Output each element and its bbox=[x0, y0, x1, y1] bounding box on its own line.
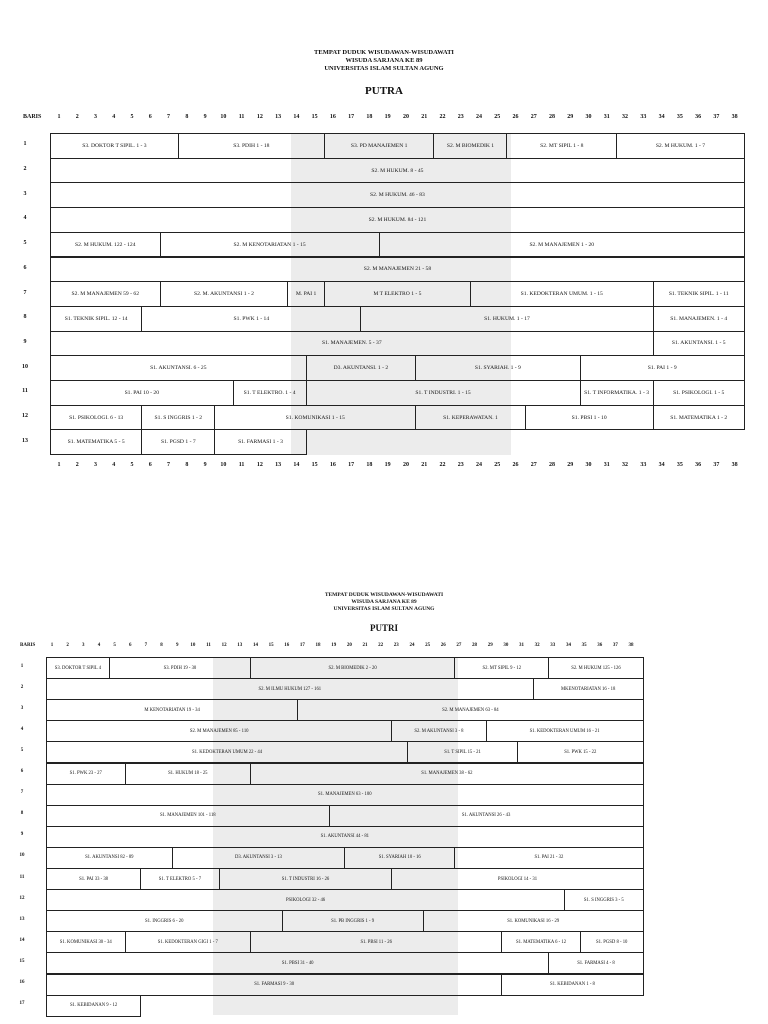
column-number: 18 bbox=[366, 462, 373, 468]
column-number: 25 bbox=[494, 114, 501, 120]
seat-block: S2. M MANAJEMEN 63 - 84 bbox=[298, 700, 643, 721]
seat-block: S1. KEDOKTERAN UMUM 22 - 44 bbox=[47, 742, 408, 763]
seat-block: S1. PBSI 1 - 10 bbox=[526, 406, 654, 431]
seat-block: S1. KOMUNIKASI 16 - 29 bbox=[424, 911, 644, 932]
column-number: 4 bbox=[97, 643, 101, 648]
seat-block: S1. PSIKOLOGI. 6 - 13 bbox=[51, 406, 142, 431]
column-number: 36 bbox=[695, 462, 702, 468]
row-number: 13 bbox=[19, 916, 25, 922]
seat-block: PSIKOLOGI 32 - 46 bbox=[47, 890, 565, 911]
seat-block: S1. PAI 1 - 9 bbox=[581, 356, 745, 381]
row-number: 2 bbox=[20, 684, 24, 690]
seat-block: S1. KOMUNIKASI 1 - 15 bbox=[215, 406, 416, 431]
column-number: 15 bbox=[268, 643, 274, 648]
seat-block: D3. AKUNTANSI 3 - 13 bbox=[173, 848, 346, 869]
section-title-putri: PUTRI bbox=[369, 623, 398, 633]
column-number: 11 bbox=[238, 462, 245, 468]
column-number: 1 bbox=[57, 462, 61, 468]
seating-row bbox=[50, 306, 745, 332]
seat-block: S2. M AKUNTANSI 3 - 8 bbox=[392, 721, 486, 742]
seating-row bbox=[46, 699, 644, 721]
seat-block: S1. AKUNTANSI. 6 - 25 bbox=[51, 356, 307, 381]
column-number: 31 bbox=[603, 462, 610, 468]
section-title-putra: PUTRA bbox=[365, 85, 403, 97]
column-number: 19 bbox=[331, 643, 337, 648]
row-number: 10 bbox=[19, 853, 25, 859]
row-number: 17 bbox=[19, 1001, 25, 1007]
row-number: 7 bbox=[23, 289, 27, 296]
seating-row bbox=[46, 868, 644, 890]
row-number: 6 bbox=[20, 769, 24, 775]
column-number: 31 bbox=[603, 114, 610, 120]
seat-block: MKENOTARIATAN 16 - 18 bbox=[534, 679, 644, 700]
column-number: 10 bbox=[190, 643, 196, 648]
column-number: 24 bbox=[475, 462, 482, 468]
seat-block: M T ELEKTRO 1 - 5 bbox=[325, 282, 471, 307]
seating-row bbox=[50, 158, 745, 184]
seat-block: S1. MANAJEMEN 101 - 118 bbox=[47, 806, 330, 827]
seat-block: S1. FARMASI 4 - 8 bbox=[549, 953, 643, 974]
row-number: 8 bbox=[20, 811, 24, 817]
row-number: 11 bbox=[22, 388, 28, 395]
seat-block: S1. PB INGGRIS 1 - 9 bbox=[283, 911, 424, 932]
seating-row bbox=[50, 281, 745, 307]
seat-block: D3. AKUNTANSI. 1 - 2 bbox=[307, 356, 417, 381]
column-number: 28 bbox=[549, 114, 556, 120]
column-number: 21 bbox=[421, 114, 428, 120]
header-line-3: UNIVERSITAS ISLAM SULTAN AGUNG bbox=[333, 606, 435, 612]
column-number: 19 bbox=[384, 462, 391, 468]
column-number: 20 bbox=[346, 643, 352, 648]
column-number: 38 bbox=[628, 643, 634, 648]
column-number: 15 bbox=[311, 114, 318, 120]
column-number: 3 bbox=[94, 114, 98, 120]
seat-block: S1. PWK 23 - 27 bbox=[47, 764, 126, 785]
seat-block: S1. T INFORMATIKA. 1 - 3 bbox=[581, 381, 654, 406]
seat-block: S2. M HUKUM. 8 - 45 bbox=[51, 159, 745, 184]
seating-row bbox=[50, 182, 745, 208]
seating-row bbox=[46, 826, 644, 848]
seating-row bbox=[46, 931, 644, 953]
seat-block: S1. PGSD 8 - 10 bbox=[581, 932, 644, 953]
column-number: 5 bbox=[130, 462, 134, 468]
seat-block: S2. M KENOTARIATAN 1 - 15 bbox=[161, 233, 380, 258]
column-number: 30 bbox=[585, 462, 592, 468]
column-number: 3 bbox=[94, 462, 98, 468]
column-number: 17 bbox=[348, 114, 355, 120]
row-number: 15 bbox=[19, 958, 25, 964]
column-number: 35 bbox=[676, 462, 683, 468]
column-number: 27 bbox=[456, 643, 462, 648]
seat-block: S1. PAI 10 - 20 bbox=[51, 381, 234, 406]
seat-block: S1. KEDOKTERAN GIGI 1 - 7 bbox=[126, 932, 252, 953]
seat-block: PSIKOLOGI 14 - 31 bbox=[392, 869, 643, 890]
seat-block: S2. MT SIPIL 1 - 8 bbox=[508, 134, 618, 159]
column-number: 3 bbox=[82, 643, 85, 648]
seat-block: S1. FARMASI 9 - 30 bbox=[47, 975, 502, 996]
seat-block: S1. KOMUNIKASI 30 - 34 bbox=[47, 932, 126, 953]
seat-block: S2. M HUKUM. 1 - 7 bbox=[617, 134, 745, 159]
row-number: 9 bbox=[23, 338, 27, 345]
seat-block: S1. MANAJEMEN 38 - 62 bbox=[251, 764, 644, 785]
seating-row bbox=[50, 207, 745, 233]
column-number: 4 bbox=[112, 114, 116, 120]
seat-block: S1. MATEMATIKA 5 - 5 bbox=[51, 430, 142, 455]
row-number: 1 bbox=[23, 141, 27, 148]
seat-block: S1. AKUNTANSI 26 - 43 bbox=[330, 806, 644, 827]
column-number: 11 bbox=[206, 643, 211, 648]
seating-row bbox=[50, 405, 745, 431]
column-number: 28 bbox=[549, 462, 556, 468]
column-number: 19 bbox=[384, 114, 391, 120]
seat-block: S1. SYARIAH. 1 - 9 bbox=[416, 356, 580, 381]
column-number: 8 bbox=[185, 114, 189, 120]
seat-block: S1. PWK 1 - 14 bbox=[142, 307, 361, 332]
seat-block: S2. M HUKUM 125 - 126 bbox=[549, 658, 643, 679]
column-number: 10 bbox=[220, 114, 227, 120]
seat-block: M. PAI 1 bbox=[288, 282, 325, 307]
column-number: 17 bbox=[299, 643, 305, 648]
seat-block: S2. MT SIPIL 9 - 12 bbox=[455, 658, 549, 679]
seat-block: S1. HUKUM 18 - 25 bbox=[126, 764, 252, 785]
column-number: 27 bbox=[530, 462, 537, 468]
column-number: 36 bbox=[597, 643, 603, 648]
column-number: 32 bbox=[534, 643, 540, 648]
column-number: 37 bbox=[713, 114, 720, 120]
baris-label: BARIS bbox=[20, 643, 36, 648]
column-number: 10 bbox=[220, 462, 227, 468]
row-number: 5 bbox=[20, 747, 24, 753]
column-number: 25 bbox=[425, 643, 431, 648]
seat-block: S1. PGSD 1 - 7 bbox=[142, 430, 215, 455]
row-number: 12 bbox=[22, 413, 28, 420]
column-number: 18 bbox=[366, 114, 373, 120]
column-number: 38 bbox=[731, 114, 738, 120]
seating-row bbox=[50, 133, 745, 159]
column-number: 25 bbox=[494, 462, 501, 468]
column-number: 30 bbox=[503, 643, 509, 648]
seat-block: S3. DOKTOR T SIPIL. 1 - 3 bbox=[51, 134, 179, 159]
column-number: 18 bbox=[315, 643, 321, 648]
header-line-2: WISUDA SARJANA KE 89 bbox=[351, 599, 417, 605]
column-number: 1 bbox=[50, 643, 54, 648]
seating-row bbox=[46, 720, 644, 742]
seat-block: S2. M MANAJEMEN 1 - 20 bbox=[380, 233, 745, 258]
column-number: 8 bbox=[185, 462, 189, 468]
seat-block: S1. KEBIDANAN 1 - 8 bbox=[502, 975, 643, 996]
column-number: 8 bbox=[160, 643, 163, 648]
seat-block: S1. S INGGRIS 3 - 5 bbox=[565, 890, 644, 911]
seating-row bbox=[50, 380, 745, 406]
column-number: 2 bbox=[75, 462, 79, 468]
seat-block: S1. KEBIDANAN 9 - 12 bbox=[47, 996, 141, 1017]
seating-row bbox=[46, 952, 644, 974]
row-number: 3 bbox=[23, 190, 27, 197]
seating-row bbox=[46, 805, 644, 827]
row-number: 8 bbox=[23, 314, 27, 321]
seat-block: S1. TEKNIK SIPIL. 1 - 11 bbox=[654, 282, 745, 307]
seating-row bbox=[46, 889, 644, 911]
seat-block: S1. HUKUM. 1 - 17 bbox=[361, 307, 653, 332]
column-number: 14 bbox=[293, 462, 300, 468]
seat-block: S1. PWK 15 - 22 bbox=[518, 742, 644, 763]
seat-block: S1. MANAJEMEN. 1 - 4 bbox=[654, 307, 745, 332]
column-number: 11 bbox=[238, 114, 245, 120]
seating-row bbox=[46, 784, 644, 806]
column-number: 9 bbox=[203, 114, 207, 120]
seat-block: S1. PBSI 31 - 40 bbox=[47, 953, 549, 974]
seating-row bbox=[46, 741, 644, 763]
seat-block: S2. M ILMU HUKUM 127 - 161 bbox=[47, 679, 534, 700]
column-number: 24 bbox=[475, 114, 482, 120]
seating-row bbox=[50, 331, 745, 357]
column-number: 34 bbox=[565, 643, 571, 648]
column-number: 9 bbox=[175, 643, 179, 648]
column-number: 33 bbox=[550, 643, 556, 648]
seat-block: S1. T INDUSTRI. 1 - 15 bbox=[307, 381, 581, 406]
column-number: 36 bbox=[695, 114, 702, 120]
column-number: 4 bbox=[112, 462, 116, 468]
seating-row bbox=[46, 995, 141, 1017]
column-number: 29 bbox=[487, 643, 493, 648]
row-number: 13 bbox=[22, 437, 28, 444]
seating-row bbox=[46, 763, 644, 785]
seating-row bbox=[50, 232, 745, 258]
column-number: 29 bbox=[567, 462, 574, 468]
seat-block: S3. PD MANAJEMEN 1 bbox=[325, 134, 435, 159]
column-number: 21 bbox=[421, 462, 428, 468]
seating-row bbox=[46, 678, 644, 700]
column-number: 33 bbox=[640, 114, 647, 120]
seat-block: S3. PDIH 19 - 30 bbox=[110, 658, 251, 679]
row-number: 6 bbox=[23, 264, 27, 271]
column-number: 37 bbox=[713, 462, 720, 468]
seat-block: S1. KEPERAWATAN. 1 bbox=[416, 406, 526, 431]
seat-block: S2. M BIOMEDIK 1 bbox=[434, 134, 507, 159]
column-number: 2 bbox=[75, 114, 79, 120]
column-number: 7 bbox=[167, 462, 171, 468]
column-number: 22 bbox=[439, 462, 446, 468]
row-number: 4 bbox=[23, 215, 27, 222]
column-number: 20 bbox=[402, 462, 409, 468]
seat-block: S1. AKUNTANSI 82 - 89 bbox=[47, 848, 173, 869]
seat-block: S2. M MANAJEMEN 59 - 62 bbox=[51, 282, 161, 307]
column-number: 22 bbox=[439, 114, 446, 120]
seat-block: S2. M HUKUM. 84 - 121 bbox=[51, 208, 745, 233]
seat-block: S1. PAI 33 - 38 bbox=[47, 869, 141, 890]
seat-block: S1. KEDOKTERAN UMUM. 1 - 15 bbox=[471, 282, 654, 307]
column-number: 16 bbox=[329, 114, 336, 120]
seat-block: S1. T ELEKTRO. 1 - 4 bbox=[234, 381, 307, 406]
column-number: 7 bbox=[144, 643, 148, 648]
column-number: 5 bbox=[113, 643, 116, 648]
seat-block: S1. MATEMATIKA 1 - 2 bbox=[654, 406, 745, 431]
column-number: 2 bbox=[66, 643, 69, 648]
header-line-3: UNIVERSITAS ISLAM SULTAN AGUNG bbox=[324, 65, 444, 72]
column-number: 23 bbox=[457, 114, 464, 120]
column-number: 23 bbox=[457, 462, 464, 468]
column-number: 15 bbox=[311, 462, 318, 468]
column-number: 32 bbox=[622, 462, 629, 468]
seat-block: S1. T SIPIL 15 - 21 bbox=[408, 742, 518, 763]
column-number: 6 bbox=[148, 462, 152, 468]
column-number: 22 bbox=[378, 643, 384, 648]
column-number: 20 bbox=[402, 114, 409, 120]
column-number: 38 bbox=[731, 462, 738, 468]
column-number: 35 bbox=[581, 643, 587, 648]
row-number: 1 bbox=[20, 663, 24, 669]
seating-row bbox=[46, 974, 644, 996]
seat-block: S3. DOKTOR T SIPIL 4 bbox=[47, 658, 110, 679]
seat-block: S1. KEDOKTERAN UMUM 16 - 21 bbox=[487, 721, 644, 742]
seat-block: S1. TEKNIK SIPIL. 12 - 14 bbox=[51, 307, 142, 332]
column-number: 31 bbox=[519, 643, 524, 648]
seat-block: S1. MATEMATIKA 6 - 12 bbox=[502, 932, 581, 953]
column-number: 30 bbox=[585, 114, 592, 120]
seat-block: S1. AKUNTANSI. 1 - 5 bbox=[654, 332, 745, 357]
column-number: 12 bbox=[256, 114, 263, 120]
seat-block: S1. SYARIAH 10 - 16 bbox=[345, 848, 455, 869]
column-number: 37 bbox=[612, 643, 618, 648]
seat-block: S3. PDIH 1 - 18 bbox=[179, 134, 325, 159]
column-number: 16 bbox=[329, 462, 336, 468]
seat-block: S2. M. AKUNTANSI 1 - 2 bbox=[161, 282, 289, 307]
column-number: 13 bbox=[275, 462, 282, 468]
row-number: 5 bbox=[23, 240, 27, 247]
row-number: 3 bbox=[20, 705, 24, 711]
column-number: 35 bbox=[676, 114, 683, 120]
seat-block: S2. M MANAJEMEN 21 - 58 bbox=[51, 258, 745, 283]
row-number: 16 bbox=[19, 980, 25, 986]
seat-block: S1. PSIKOLOGI. 1 - 5 bbox=[654, 381, 745, 406]
seating-row bbox=[50, 429, 307, 455]
column-number: 5 bbox=[130, 114, 134, 120]
row-number: 9 bbox=[20, 832, 24, 838]
seat-block: S1. AKUNTANSI 44 - 81 bbox=[47, 827, 644, 848]
column-number: 16 bbox=[284, 643, 290, 648]
column-number: 12 bbox=[256, 462, 263, 468]
column-number: 14 bbox=[252, 643, 258, 648]
row-number: 14 bbox=[19, 937, 25, 943]
column-number: 12 bbox=[221, 643, 227, 648]
column-number: 13 bbox=[237, 643, 243, 648]
row-number: 10 bbox=[22, 363, 28, 370]
seat-block: S1. S INGGRIS 1 - 2 bbox=[142, 406, 215, 431]
column-number: 26 bbox=[440, 643, 446, 648]
row-number: 4 bbox=[20, 726, 24, 732]
column-number: 9 bbox=[203, 462, 207, 468]
column-number: 34 bbox=[658, 462, 665, 468]
seating-row bbox=[50, 257, 745, 283]
column-number: 26 bbox=[512, 114, 519, 120]
column-number: 14 bbox=[293, 114, 300, 120]
seat-block: S1. MANAJEMEN 63 - 100 bbox=[47, 785, 644, 806]
column-number: 6 bbox=[129, 643, 132, 648]
seat-block: S1. T ELEKTRO 5 - 7 bbox=[141, 869, 220, 890]
seating-row bbox=[46, 910, 644, 932]
seat-block: S2. M MANAJEMEN 85 - 110 bbox=[47, 721, 392, 742]
column-number: 34 bbox=[658, 114, 665, 120]
seat-block: M KENOTARIATAN 19 - 34 bbox=[47, 700, 298, 721]
column-number: 17 bbox=[348, 462, 355, 468]
seat-block: S2. M HUKUM. 46 - 83 bbox=[51, 183, 745, 208]
column-number: 23 bbox=[393, 643, 399, 648]
row-number: 2 bbox=[23, 166, 27, 173]
seat-block: S1. PBSI 11 - 26 bbox=[251, 932, 502, 953]
row-number: 11 bbox=[19, 874, 25, 880]
header-line-2: WISUDA SARJANA KE 89 bbox=[345, 57, 423, 64]
column-number: 32 bbox=[622, 114, 629, 120]
column-number: 29 bbox=[567, 114, 574, 120]
column-number: 13 bbox=[275, 114, 282, 120]
seat-block: S1. PAI 21 - 32 bbox=[455, 848, 643, 869]
column-number: 26 bbox=[512, 462, 519, 468]
header-line-1: TEMPAT DUDUK WISUDAWAN-WISUDAWATI bbox=[314, 49, 454, 56]
seating-row bbox=[50, 355, 745, 381]
row-number: 7 bbox=[20, 790, 24, 796]
column-number: 6 bbox=[148, 114, 152, 120]
seat-block: S2. M BIOMEDIK 2 - 20 bbox=[251, 658, 455, 679]
column-number: 33 bbox=[640, 462, 647, 468]
seat-block: S2. M HUKUM. 122 - 124 bbox=[51, 233, 161, 258]
column-number: 7 bbox=[167, 114, 171, 120]
baris-label: BARIS bbox=[23, 114, 42, 120]
seat-block: S1. T INDUSTRI 16 - 26 bbox=[220, 869, 393, 890]
column-number: 24 bbox=[409, 643, 415, 648]
column-number: 1 bbox=[57, 114, 61, 120]
seating-row bbox=[46, 657, 644, 679]
seating-row bbox=[46, 847, 644, 869]
seat-block: S1. MANAJEMEN. 5 - 37 bbox=[51, 332, 654, 357]
row-number: 12 bbox=[19, 895, 25, 901]
seat-block: S1. INGGRIS 6 - 20 bbox=[47, 911, 283, 932]
header-line-1: TEMPAT DUDUK WISUDAWAN-WISUDAWATI bbox=[324, 592, 444, 598]
column-number: 28 bbox=[472, 643, 478, 648]
seat-block: S1. FARMASI 1 - 3 bbox=[215, 430, 306, 455]
column-number: 21 bbox=[362, 643, 368, 648]
column-number: 27 bbox=[530, 114, 537, 120]
